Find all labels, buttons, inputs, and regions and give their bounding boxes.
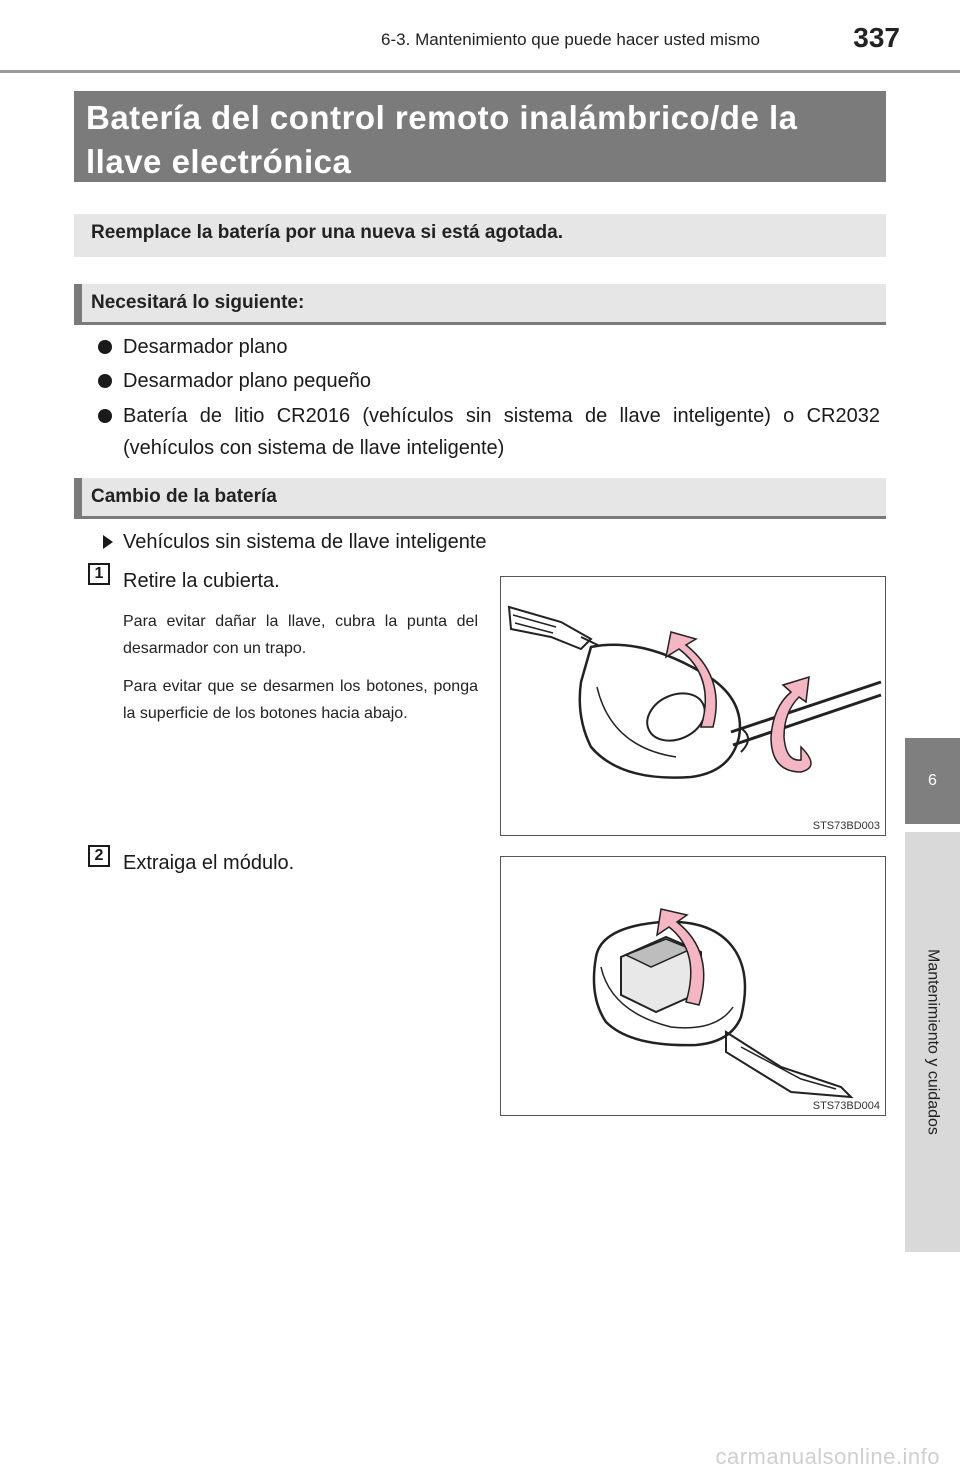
step-note: Para evitar que se desarmen los botones, ponga la superficie de los botones hacia abajo. <box>123 678 478 722</box>
change-section-header <box>74 478 886 519</box>
step-title-1: Retire la cubierta. <box>123 570 280 592</box>
chapter-number: 6 <box>928 772 937 789</box>
figure-extract-module <box>500 856 886 1116</box>
step-title-2: Extraiga el módulo. <box>123 852 295 874</box>
figure-code: STS73BD003 <box>812 820 880 832</box>
section-accent-bar <box>74 478 82 516</box>
bullet-icon <box>98 374 112 388</box>
page-title: Batería del control remoto inalámbrico/de la llave electrónica <box>86 99 798 180</box>
key-cover-illustration <box>501 577 885 835</box>
bullet-icon <box>98 340 112 354</box>
triangle-bullet-icon <box>103 535 113 549</box>
step-number-2: 2 <box>88 845 110 867</box>
intro-text: Reemplace la batería por una nueva si está agotada. <box>91 222 564 243</box>
section-accent-bar <box>74 284 82 322</box>
figure-code: STS73BD004 <box>812 1100 880 1112</box>
step-number-1: 1 <box>88 563 110 585</box>
chapter-tab[interactable] <box>905 738 960 824</box>
step-note: Para evitar dañar la llave, cubra la punta del desarmador con un trapo. <box>123 613 478 657</box>
needs-section-header <box>74 284 886 325</box>
list-item: Batería de litio CR2016 (vehículos sin sistema de llave inteligente) o CR2032 (vehículos con sistema de llave inteligente) <box>123 405 880 459</box>
running-header: 6-3. Mantenimiento que puede hacer usted mismo <box>381 30 760 49</box>
list-item: Desarmador plano pequeño <box>123 370 371 392</box>
list-item: Desarmador plano <box>123 336 288 358</box>
figure-remove-cover <box>500 576 886 836</box>
bullet-icon <box>98 409 112 423</box>
chapter-label-text: Mantenimiento y cuidados <box>924 949 942 1135</box>
subheading: Vehículos sin sistema de llave inteligente <box>123 531 487 553</box>
needs-heading: Necesitará lo siguiente: <box>91 292 305 313</box>
change-heading: Cambio de la batería <box>91 486 277 507</box>
key-module-illustration <box>501 857 885 1115</box>
page-number: 337 <box>853 22 900 53</box>
header-divider <box>0 70 960 73</box>
watermark: carmanualsonline.info <box>715 1444 940 1469</box>
chapter-label <box>905 832 960 1252</box>
